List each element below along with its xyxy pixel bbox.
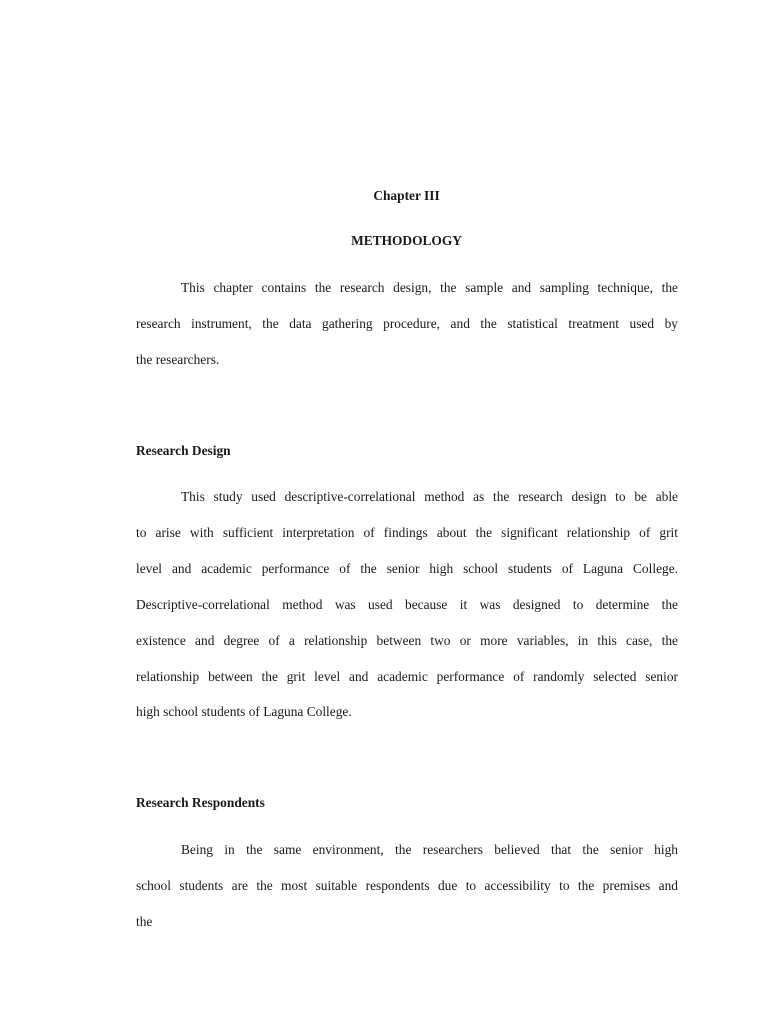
- paragraph-line: This study used descriptive-correlational method as the research design to be able: [181, 489, 678, 504]
- section-heading-research-design: Research Design: [136, 443, 231, 458]
- paragraph-line: relationship between the grit level and academic performance of randomly selected senior: [136, 669, 678, 684]
- section-heading-research-respondents: Research Respondents: [136, 795, 265, 810]
- paragraph-line: to arise with sufficient interpretation of findings about the significant relationship of grit: [136, 525, 678, 540]
- paragraph-line: level and academic performance of the senior high school students of Laguna College.: [136, 561, 678, 576]
- paragraph-line: Descriptive-correlational method was used because it was designed to determine the: [136, 597, 678, 612]
- paragraph-line: school students are the most suitable respondents due to accessibility to the premises and: [136, 878, 678, 893]
- paragraph-line: the: [136, 914, 153, 929]
- paragraph-line: research instrument, the data gathering procedure, and the statistical treatment used by: [136, 316, 678, 331]
- paragraph-line: This chapter contains the research design, the sample and sampling technique, the: [181, 280, 678, 295]
- paragraph-line: the researchers.: [136, 352, 220, 367]
- paragraph-line: high school students of Laguna College.: [136, 704, 352, 719]
- chapter-label: Chapter III: [373, 188, 440, 203]
- chapter-title: METHODOLOGY: [351, 233, 462, 248]
- paragraph-line: existence and degree of a relationship between two or more variables, in this case, the: [136, 633, 678, 648]
- paragraph-line: Being in the same environment, the researchers believed that the senior high: [181, 842, 678, 857]
